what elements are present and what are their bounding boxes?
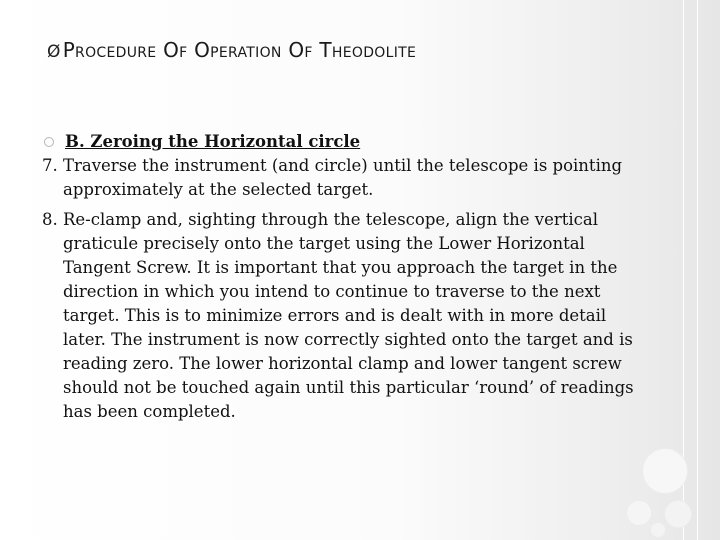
list-item: 8. Re-clamp and, sighting through the telescope, align the vertical graticule precisely onto the target using the Lower Horizontal Tangent Screw. It is important that you approach the target in the direction in which you intend to continue to traverse to the next target. This is to minimize errors and is dealt with in more detail later. The instrument is now correctly sighted onto the target and is reading zero. The lower horizontal clamp and lower tangent screw should not be touched again until this particular ‘round’ of readings has been completed. xyxy=(42,210,634,421)
slide-title-text: Procedure Of Operation Of Theodolite xyxy=(62,38,417,62)
decorative-circle xyxy=(642,448,688,494)
slide-title xyxy=(47,38,416,62)
decorative-line xyxy=(697,0,698,540)
subheading xyxy=(44,130,644,154)
circle-bullet-icon xyxy=(44,137,54,147)
arrow-bullet-icon: Ø xyxy=(47,42,61,62)
subheading-text: B. Zeroing the Horizontal circle xyxy=(65,132,361,151)
decorative-circle xyxy=(664,500,692,528)
slide-body xyxy=(44,130,644,430)
decorative-circle xyxy=(650,522,666,538)
list-item: 7. Traverse the instrument (and circle) until the telescope is pointing approximately at the selected target. xyxy=(42,156,623,199)
decorative-circle xyxy=(626,500,652,526)
